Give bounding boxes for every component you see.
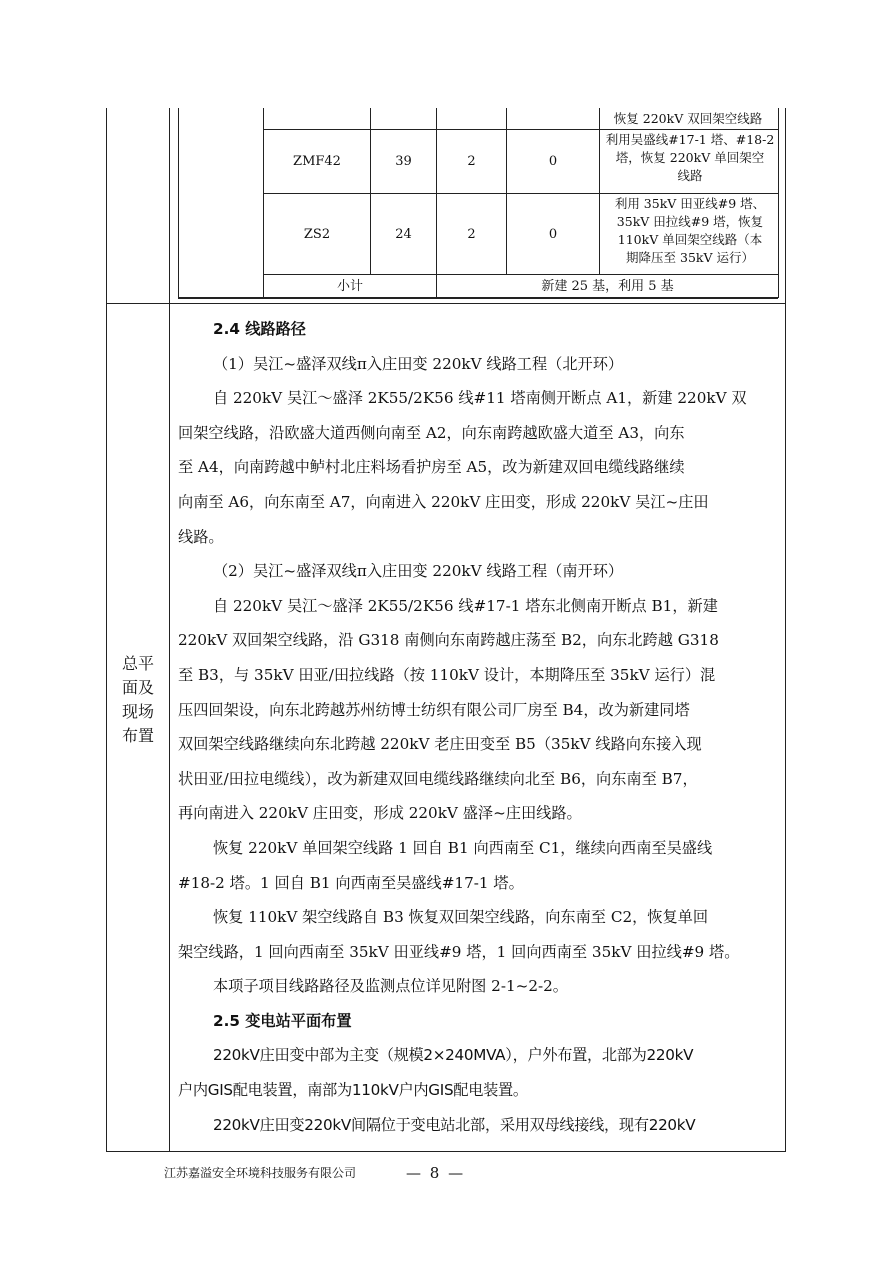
table-cell-new: 2 (467, 226, 476, 242)
side-label-line: 面及 (121, 678, 154, 697)
table-cell-reuse: 0 (548, 226, 558, 242)
heading-2-4: 2.4 线路路径 (213, 320, 306, 338)
subtotal-value: 新建 25 基，利用 5 基 (541, 278, 674, 294)
paragraph-line: 至 A4，向南跨越中鲈村北庄料场看护房至 A5，改为新建双回电缆线路继续 (178, 458, 685, 477)
table-cell-note (603, 131, 777, 185)
note-line: 110kV 单回架空线路（本 (617, 232, 763, 247)
subheading-north: （1）吴江~盛泽双线π入庄田变 220kV 线路工程（北开环） (212, 354, 624, 373)
paragraph-line: 自 220kV 吴江～盛泽 2K55/2K56 线#11 塔南侧开断点 A1，新建 220kV 双 (212, 389, 747, 408)
paragraph-line: 220kV庄田变220kV间隔位于变电站北部，采用双母线接线，现有220kV (212, 1115, 696, 1134)
table-cell-note: 恢复 220kV 双回架空线路 (613, 111, 763, 126)
paragraph-line: 向南至 A6，向东南至 A7，向南进入 220kV 庄田变，形成 220kV 吴江~庄田 (178, 492, 709, 511)
table-cell-reuse: 0 (548, 154, 558, 169)
paragraph-line: #18-2 塔。1 回自 B1 向西南至吴盛线#17-1 塔。 (178, 873, 524, 892)
table-cell-note (603, 195, 777, 267)
note-line: 期降压至 35kV 运行） (626, 250, 754, 265)
paragraph-line: 220kV庄田变中部为主变（规模2×240MVA），户外布置，北部为220kV (212, 1046, 694, 1065)
subheading-south: （2）吴江~盛泽双线π入庄田变 220kV 线路工程（南开环） (212, 562, 624, 581)
note-line: 利用 35kV 田亚线#9 塔、 (614, 196, 766, 211)
inner-table-right-border (778, 108, 779, 298)
paragraph-line: 自 220kV 吴江～盛泽 2K55/2K56 线#17-1 塔东北侧南开断点 B1，新建 (212, 596, 718, 615)
table-cell-model: ZMF42 (293, 154, 341, 169)
note-line: 35kV 田拉线#9 塔，恢复 (616, 214, 764, 229)
paragraph-line: 双回架空线路继续向东北跨越 220kV 老庄田变至 B5（35kV 线路向东接入现 (178, 735, 702, 754)
section-side-label (112, 652, 164, 748)
paragraph-line: 本项子项目线路路径及监测点位详见附图 2-1~2-2。 (212, 977, 568, 996)
table-cell-height: 39 (395, 154, 412, 169)
side-label-line: 总平 (121, 654, 154, 673)
table-cell-height: 24 (395, 226, 412, 242)
section-content (178, 312, 780, 1142)
paragraph-line: 至 B3，与 35kV 田亚/田拉线路（按 110kV 设计，本期降压至 35kV 运行）混 (178, 665, 716, 684)
inner-table-left-border (178, 108, 179, 298)
paragraph-line: 架空线路，1 回向西南至 35kV 田亚线#9 塔，1 回向西南至 35kV 田拉线#9 塔。 (178, 942, 740, 961)
side-label-line: 现场 (121, 702, 154, 721)
note-line: 利用吴盛线#17-1 塔、#18-2 (605, 132, 775, 147)
section-divider (106, 303, 786, 304)
page-number: — 8 — (406, 1164, 466, 1182)
paragraph-line: 压四回架设，向东北跨越苏州纺博士纺织有限公司厂房至 B4，改为新建同塔 (178, 700, 690, 719)
paragraph-line: 回架空线路，沿欧盛大道西侧向南至 A2，向东南跨越欧盛大道至 A3，向东 (178, 423, 685, 442)
inner-table-bottom (178, 297, 778, 299)
paragraph-line: 再向南进入 220kV 庄田变，形成 220kV 盛泽~庄田线路。 (178, 804, 582, 823)
note-line: 塔，恢复 220kV 单回架空 (615, 150, 765, 165)
paragraph-line: 恢复 220kV 单回架空线路 1 回自 B1 向西南至 C1，继续向西南至吴盛线 (212, 838, 713, 857)
col-line-5 (599, 108, 600, 274)
table-cell-new: 2 (467, 154, 476, 169)
paragraph-line: 线路。 (178, 527, 224, 546)
paragraph-line: 户内GIS配电装置，南部为110kV户内GIS配电装置。 (178, 1081, 528, 1100)
side-label-line: 布置 (121, 726, 154, 745)
paragraph-line: 恢复 110kV 架空线路自 B3 恢复双回架空线路，向东南至 C2，恢复单回 (212, 908, 709, 927)
note-line: 线路 (677, 168, 703, 183)
footer-company: 江苏嘉溢安全环境科技服务有限公司 (164, 1166, 357, 1180)
paragraph-line: 状田亚/田拉电缆线），改为新建双回电缆线路继续向北至 B6，向东南至 B7， (178, 769, 698, 788)
paragraph-line: 220kV 双回架空线路，沿 G318 南侧向东南跨越庄荡至 B2，向东北跨越 G318 (178, 631, 719, 650)
table-cell-model: ZS2 (303, 226, 331, 242)
column-divider-outer (169, 108, 170, 1152)
heading-2-5: 2.5 变电站平面布置 (213, 1011, 352, 1030)
subtotal-label: 小计 (336, 278, 363, 294)
